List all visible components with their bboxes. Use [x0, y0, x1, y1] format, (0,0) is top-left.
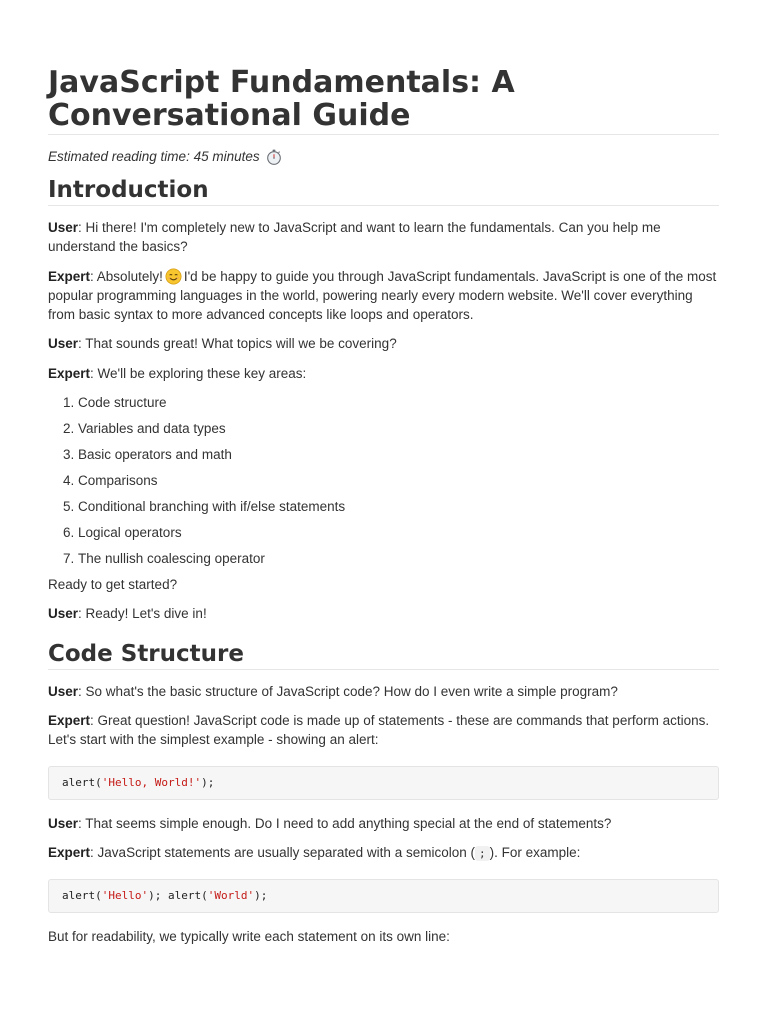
speaker-label: User — [48, 683, 79, 699]
dialog-user: User: Hi there! I'm completely new to JavaScript and want to learn the fundamentals. Can you help me understand the basics? — [48, 220, 661, 255]
smiling-face-icon — [165, 268, 182, 285]
dialog-text: That seems simple enough. Do I need to add anything special at the end of statements? — [85, 815, 612, 831]
paragraph: Ready to get started? — [48, 577, 178, 593]
code-block — [48, 879, 719, 913]
dialog-text: ). For example: — [489, 844, 581, 860]
dialog-user: User: That sounds great! What topics will we be covering? — [48, 336, 397, 352]
dialog-text: I'd be happy to guide you through JavaScript fundamentals. JavaScript is one of the most popular programming languages in the world, powering nearly every modern website. We'll cover everything from basic syntax to more advanced concepts like loops and operators. — [48, 268, 717, 323]
code-token: alert( — [62, 775, 102, 789]
list-item: 5. Conditional branching with if/else statements — [78, 497, 719, 516]
code-token: ); — [254, 889, 268, 903]
code-token: ); alert( — [148, 889, 208, 903]
code-string: 'Hello, World!' — [101, 775, 202, 789]
dialog-expert: Expert: JavaScript statements are usually separated with a semicolon ( ; ). For example: — [48, 844, 581, 860]
section-heading-introduction: Introduction — [48, 176, 719, 206]
speaker-label: User — [48, 336, 79, 352]
code-string: 'World' — [207, 889, 255, 903]
speaker-label: Expert — [48, 712, 91, 728]
dialog-text: So what's the basic structure of JavaScript code? How do I even write a simple program? — [85, 683, 618, 699]
list-item: 1. Code structure — [78, 393, 719, 412]
dialog-expert: Expert: We'll be exploring these key areas: — [48, 365, 307, 381]
code-string: 'Hello' — [101, 889, 149, 903]
dialog-text: Ready! Let's dive in! — [85, 606, 207, 622]
dialog-user: User: So what's the basic structure of JavaScript code? How do I even write a simple program? — [48, 683, 618, 699]
speaker-label: Expert — [48, 844, 91, 860]
page-title: JavaScript Fundamentals: A Conversational Guide — [48, 66, 719, 135]
list-item: 7. The nullish coalescing operator — [78, 549, 719, 568]
reading-time — [48, 148, 719, 166]
reading-time-text: Estimated reading time: 45 minutes — [48, 149, 260, 164]
topic-list — [48, 393, 719, 568]
speaker-label: Expert — [48, 365, 91, 381]
dialog-expert: Expert: Absolutely! I'd be happy to guide you through JavaScript fundamentals. JavaScript is one of the most popular programming languages in the world, powering nearly every modern website. We'll cover everything from basic syntax to more advanced concepts like loops and operators. — [48, 268, 717, 323]
dialog-text: Hi there! I'm completely new to JavaScript and want to learn the fundamentals. Can you help me understand the basics? — [48, 220, 661, 255]
stopwatch-icon — [265, 148, 283, 166]
dialog-user: User: That seems simple enough. Do I need to add anything special at the end of statements? — [48, 815, 612, 831]
dialog-text: We'll be exploring these key areas: — [97, 365, 307, 381]
list-item: 6. Logical operators — [78, 523, 719, 542]
list-item: 3. Basic operators and math — [78, 445, 719, 464]
dialog-text: Great question! JavaScript code is made up of statements - these are commands that perform actions. Let's start with the simplest example - showing an alert: — [48, 712, 710, 748]
speaker-label: User — [48, 220, 79, 235]
paragraph: But for readability, we typically write each statement on its own line: — [48, 929, 450, 945]
speaker-label: User — [48, 815, 79, 831]
inline-code: ; — [475, 846, 490, 861]
code-token: alert( — [62, 889, 102, 903]
dialog-expert: Expert: Great question! JavaScript code is made up of statements - these are commands that perform actions. Let's start with the simplest example - showing an alert: — [48, 712, 710, 748]
dialog-text: Absolutely! — [96, 268, 163, 284]
dialog-user: User: Ready! Let's dive in! — [48, 606, 207, 622]
speaker-label: Expert — [48, 268, 91, 284]
dialog-text: That sounds great! What topics will we be covering? — [85, 336, 397, 352]
code-block — [48, 766, 719, 800]
dialog-text: JavaScript statements are usually separated with a semicolon ( — [97, 844, 475, 860]
list-item: 4. Comparisons — [78, 471, 719, 490]
code-token: ); — [201, 775, 215, 789]
article — [48, 66, 719, 946]
list-item: 2. Variables and data types — [78, 419, 719, 438]
speaker-label: User — [48, 606, 79, 622]
section-heading-code-structure: Code Structure — [48, 640, 719, 670]
